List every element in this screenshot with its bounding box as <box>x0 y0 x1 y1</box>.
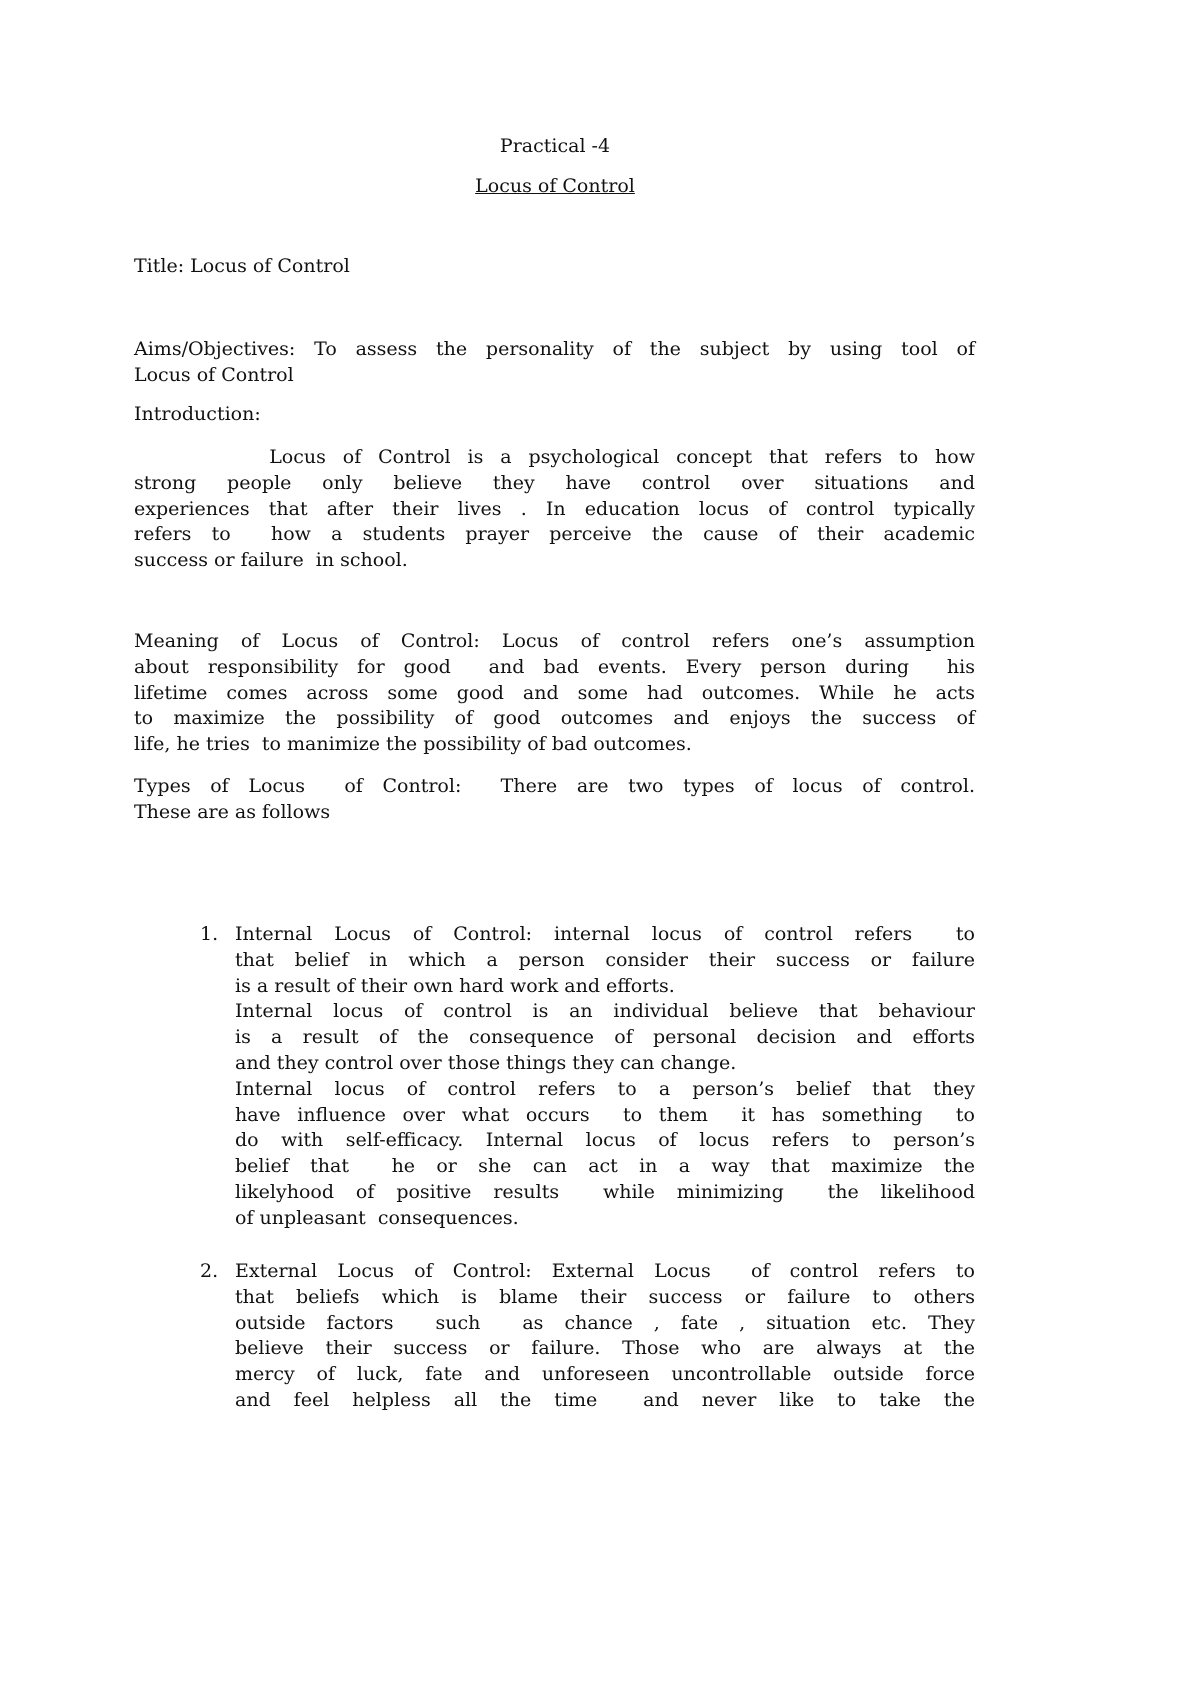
text-line: These are as follows <box>134 800 331 823</box>
text-line: refers to how a students prayer perceive the cause of their academic <box>134 523 975 546</box>
text-line: that belief in which a person consider their success or failure <box>235 948 975 971</box>
document-subheading: Locus of Control <box>475 175 635 197</box>
text-line: experiences that after their lives . In education locus of control typically <box>134 497 975 520</box>
text-line: Locus of Control <box>134 363 294 386</box>
text-line: that beliefs which is blame their success or failure to others <box>235 1285 975 1308</box>
meaning-paragraph <box>134 629 975 758</box>
list-paragraph <box>235 1077 975 1232</box>
text-line: Meaning of Locus of Control: Locus of control refers one’s assumption <box>134 630 975 652</box>
text-line: belief that he or she can act in a way that maximize the <box>235 1155 975 1178</box>
text-line: External Locus of Control: External Locus of control refers to <box>235 1260 975 1282</box>
text-line: Internal Locus of Control: internal locus of control refers to <box>235 923 975 945</box>
text-line: Aims/Objectives: To assess the personality of the subject by using tool of <box>134 338 975 360</box>
list-body <box>235 1259 975 1414</box>
title-line: Title: Locus of Control <box>134 255 350 277</box>
text-line: success or failure in school. <box>134 549 408 572</box>
introduction-paragraph <box>134 445 975 574</box>
aims-paragraph <box>134 337 975 389</box>
text-line: about responsibility for good and bad events. Every person during his <box>134 655 975 678</box>
list-paragraph <box>235 922 975 999</box>
text-line: to maximize the possibility of good outcomes and enjoys the success of <box>134 707 975 730</box>
text-line: and they control over those things they can change. <box>235 1051 737 1074</box>
text-line: believe their success or failure. Those who are always at the <box>235 1337 975 1360</box>
text-line: strong people only believe they have control over situations and <box>134 471 975 494</box>
text-line: Internal locus of control refers to a person’s belief that they <box>235 1077 975 1100</box>
text-line: mercy of luck, fate and unforeseen uncontrollable outside force <box>235 1363 975 1386</box>
list-number: 2. <box>200 1260 219 1282</box>
text-line: of unpleasant consequences. <box>235 1206 519 1229</box>
types-paragraph <box>134 774 975 826</box>
text-line: do with self-efficacy. Internal locus of locus refers to person’s <box>235 1129 975 1152</box>
text-line: Internal locus of control is an individual believe that behaviour <box>235 1000 975 1023</box>
text-line: Locus of Control is a psychological concept that refers to how <box>134 446 975 468</box>
text-line: and feel helpless all the time and never like to take the <box>235 1388 975 1411</box>
text-line: outside factors such as chance , fate , situation etc. They <box>235 1311 975 1334</box>
list-body <box>235 922 975 1232</box>
text-line: is a result of the consequence of personal decision and efforts <box>235 1026 975 1049</box>
document-heading: Practical -4 <box>499 135 611 157</box>
list-paragraph <box>235 1259 975 1414</box>
text-line: have influence over what occurs to them it has something to <box>235 1103 975 1126</box>
text-line: Types of Locus of Control: There are two types of locus of control. <box>134 775 975 797</box>
text-line: is a result of their own hard work and efforts. <box>235 974 675 997</box>
introduction-heading: Introduction: <box>134 403 261 425</box>
list-number: 1. <box>200 923 219 945</box>
list-paragraph <box>235 999 975 1076</box>
text-line: likelyhood of positive results while minimizing the likelihood <box>235 1180 975 1203</box>
text-line: lifetime comes across some good and some had outcomes. While he acts <box>134 681 975 704</box>
text-line: life, he tries to manimize the possibility of bad outcomes. <box>134 733 692 756</box>
